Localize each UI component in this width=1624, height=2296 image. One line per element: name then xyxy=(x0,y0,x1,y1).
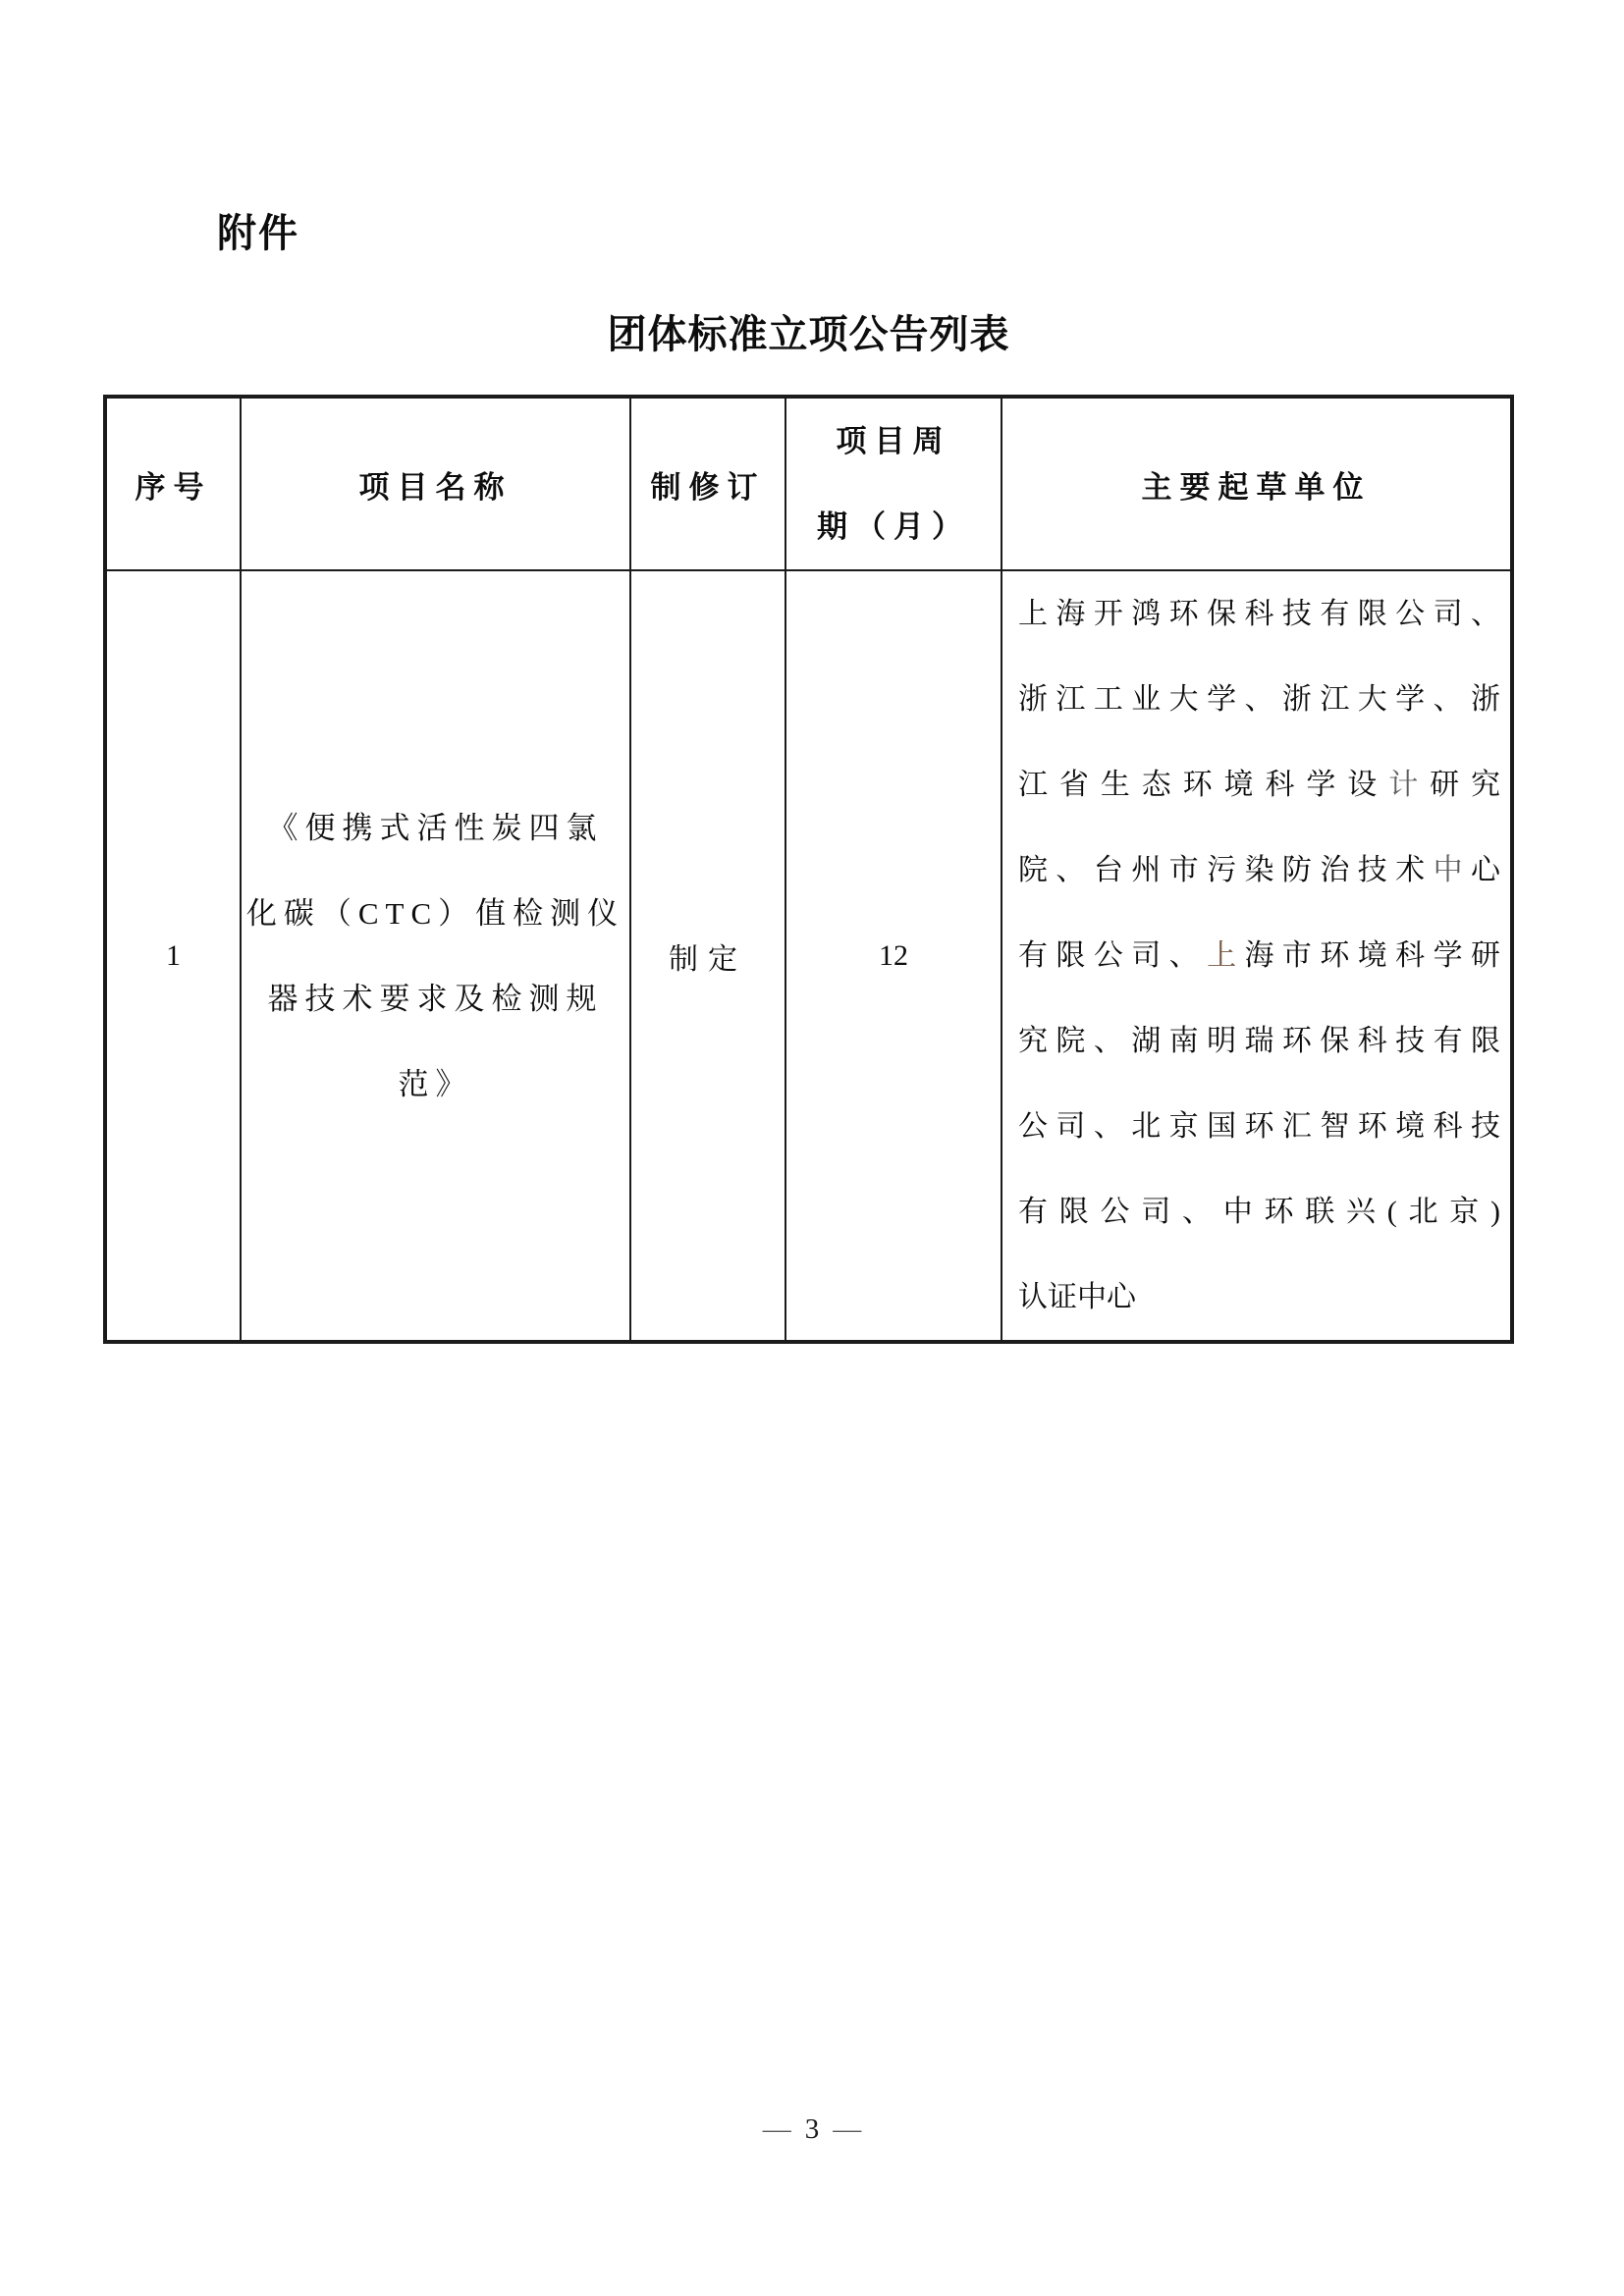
drafting-unit-line xyxy=(1018,913,1500,998)
drafting-unit-text: 浙江工业大学、浙江大学、浙 xyxy=(1018,683,1500,716)
drafting-unit-line xyxy=(1018,1169,1500,1255)
table-header-row xyxy=(105,397,1512,570)
drafting-unit-line xyxy=(1018,1255,1500,1340)
drafting-unit-text: 院、台州市污染防治技术 xyxy=(1018,854,1434,886)
cell-period-months: 12 xyxy=(785,570,1001,1342)
drafting-unit-text: 有限公司、中环联兴(北京) xyxy=(1018,1196,1500,1228)
drafting-unit-text: 公司、北京国环汇智环境科技 xyxy=(1018,1110,1500,1143)
cell-project-name xyxy=(241,570,630,1342)
page-title: 团体标准立项公告列表 xyxy=(607,313,1010,356)
project-name-line: 器技术要求及检测规 xyxy=(267,981,604,1016)
cell-drafting-units xyxy=(1001,570,1512,1342)
cell-revision-type: 制定 xyxy=(630,570,785,1342)
drafting-unit-text: 海市环境科学研 xyxy=(1244,939,1501,972)
page-footer xyxy=(0,2112,1624,2147)
footer-page-number: 3 xyxy=(804,2113,820,2145)
attachment-label: 附件 xyxy=(217,212,299,255)
drafting-unit-line xyxy=(1018,742,1500,828)
table-row xyxy=(105,570,1512,1342)
drafting-unit-text: 究院、湖南明瑞环保科技有限 xyxy=(1018,1025,1500,1057)
standards-table xyxy=(103,395,1514,1344)
drafting-unit-line xyxy=(1018,571,1500,657)
drafting-unit-text: 研究 xyxy=(1430,769,1501,801)
footer-dash-left: — xyxy=(762,2113,791,2145)
project-name-line: 范》 xyxy=(398,1066,473,1101)
project-name-line: 《便携式活性炭四氯 xyxy=(267,810,604,845)
header-project-period-line2: 期（月） xyxy=(817,509,970,544)
drafting-unit-line xyxy=(1018,1084,1500,1169)
header-project-period-line1: 项目周 xyxy=(836,424,951,458)
drafting-unit-text: 上 xyxy=(1207,939,1245,972)
drafting-unit-text: 心 xyxy=(1471,854,1501,886)
drafting-unit-line xyxy=(1018,998,1500,1084)
drafting-unit-line xyxy=(1018,657,1500,742)
header-seq: 序号 xyxy=(105,397,241,570)
drafting-unit-text: 认证中心 xyxy=(1018,1281,1136,1313)
header-revision-type: 制修订 xyxy=(630,397,785,570)
drafting-unit-text: 计 xyxy=(1388,769,1431,801)
cell-seq-number: 1 xyxy=(105,570,241,1342)
header-project-period xyxy=(785,397,1001,570)
project-name-line: 化碳（CTC）值检测仪 xyxy=(245,895,625,931)
drafting-unit-line xyxy=(1018,828,1500,913)
header-drafting-units: 主要起草单位 xyxy=(1001,397,1512,570)
drafting-unit-text: 有限公司、 xyxy=(1018,939,1208,972)
drafting-unit-text: 中 xyxy=(1433,854,1472,886)
drafting-unit-text: 江省生态环境科学设 xyxy=(1018,769,1389,801)
header-project-name: 项目名称 xyxy=(241,397,630,570)
footer-dash-right: — xyxy=(833,2113,862,2145)
drafting-unit-text: 上海开鸿环保科技有限公司、 xyxy=(1018,598,1500,630)
